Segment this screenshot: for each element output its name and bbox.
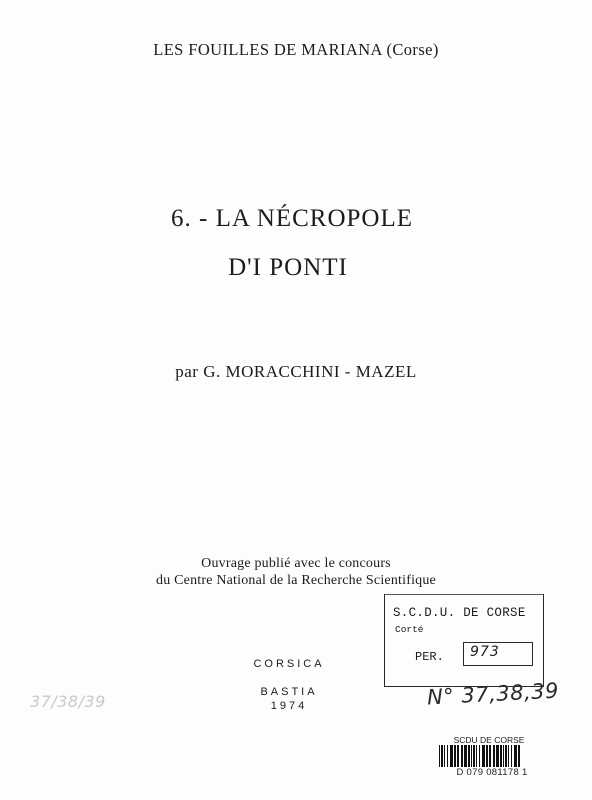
barcode-bar xyxy=(447,745,448,767)
book-title-line-1: 6. - LA NÉCROPOLE xyxy=(171,205,413,232)
stamp-per-number: 973 xyxy=(470,644,500,660)
barcode-bar xyxy=(505,745,507,767)
barcode-label: SCDU DE CORSE xyxy=(453,735,525,745)
barcode-number: D 079 081178 1 xyxy=(456,767,528,778)
barcode-bar xyxy=(441,745,443,767)
barcode-bar xyxy=(457,745,459,767)
library-stamp xyxy=(384,594,544,687)
publisher-name: CORSICA xyxy=(253,658,325,670)
author-line: par G. MORACCHINI - MAZEL xyxy=(175,362,417,381)
barcode-bar xyxy=(496,745,499,767)
barcode-bar xyxy=(514,745,517,767)
stamp-number-box xyxy=(463,642,533,666)
support-line-2: du Centre National de la Recherche Scientifique xyxy=(156,573,436,588)
barcode-bar xyxy=(508,745,509,767)
barcode-bar xyxy=(444,745,445,767)
publisher-city: BASTIA xyxy=(260,686,318,698)
barcode-bar xyxy=(486,745,488,767)
barcode-icon xyxy=(438,745,544,767)
barcode-bar xyxy=(511,745,512,767)
barcode-bar xyxy=(450,745,453,767)
handwritten-shelf-numbers: N° 37,38,39 xyxy=(426,678,560,710)
barcode-bar xyxy=(464,745,467,767)
stamp-location: Corté xyxy=(395,624,424,635)
barcode-bar xyxy=(493,745,495,767)
stamp-library-name: S.C.D.U. DE CORSE xyxy=(393,606,526,620)
barcode-bar xyxy=(500,745,502,767)
barcode-bar xyxy=(489,745,491,767)
support-line-1: Ouvrage publié avec le concours xyxy=(201,556,391,571)
barcode-bar xyxy=(476,745,477,767)
book-title-line-2: D'I PONTI xyxy=(228,254,348,281)
barcode-bar xyxy=(461,745,463,767)
stamp-per-label: PER. xyxy=(415,650,444,664)
barcode-bar xyxy=(473,745,475,767)
barcode-bar xyxy=(471,745,472,767)
barcode-bar xyxy=(468,745,470,767)
stamp-top-rule xyxy=(385,594,543,595)
barcode-bar xyxy=(482,745,485,767)
publication-year: 1974 xyxy=(270,700,308,712)
barcode-bar xyxy=(518,745,520,767)
faint-pencil-numbers: 37/38/39 xyxy=(30,692,106,711)
barcode-bar xyxy=(479,745,480,767)
barcode-bar xyxy=(454,745,456,767)
barcode-bar xyxy=(503,745,504,767)
series-title: LES FOUILLES DE MARIANA (Corse) xyxy=(153,40,439,59)
barcode-bar xyxy=(439,745,440,767)
